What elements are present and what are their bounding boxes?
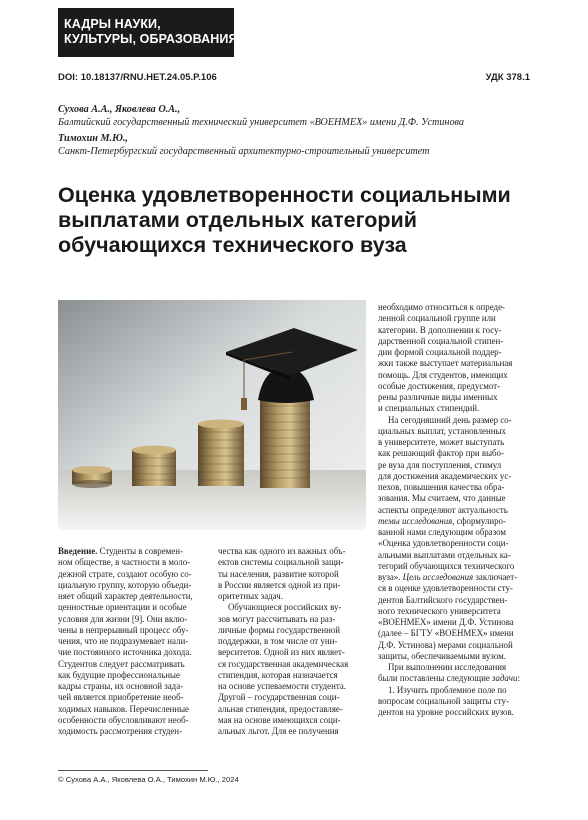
text-line: помощь. Для студентов, имеющих: [378, 369, 508, 380]
text-line: жки также выступает материальная: [378, 358, 513, 369]
text-line: для достижения академических ус-: [378, 470, 512, 481]
coin-stack-4: [260, 393, 310, 488]
coin-stack-2: [132, 446, 176, 487]
header-line-1: КАДРЫ НАУКИ,: [64, 17, 161, 31]
text-line: темы исследования, сформулиро-: [378, 515, 506, 526]
text-line: дии формой социальной поддер-: [378, 347, 502, 357]
udk-label: УДК 378.1: [485, 72, 530, 83]
text-line: аспекты определяют актуальность: [378, 504, 508, 515]
copyright-footer: © Сухова А.А., Яковлева О.А., Тимохин М.Ю., 2024: [58, 775, 239, 784]
intro-heading: Введение.: [58, 546, 98, 556]
affiliation-1: Балтийский государственный технический университет «ВОЕНМЕХ» имени Д.Ф. Устинова: [58, 116, 465, 128]
text-line: ся государственная академическая: [218, 658, 349, 669]
text-line: зования. Мы считаем, что данные: [378, 493, 506, 504]
text-line: Обучающиеся российских ву-: [228, 602, 342, 613]
text-line: 1. Изучить проблемное поле по: [388, 684, 507, 695]
text-line: «ВОЕНМЕХ» имени Д.Ф. Устинова: [378, 617, 514, 627]
text-line: верситетов. Одной из них являет-: [218, 647, 345, 658]
text-line: ленной социальной группе или: [378, 313, 496, 324]
text-line: вопросам социальной защиты сту-: [378, 695, 509, 706]
text-line: кадры страны, их основной зада-: [58, 681, 184, 691]
text-line: зов могут рассчитывать на раз-: [218, 613, 336, 624]
text-line: циальную группу, которую объеди-: [58, 579, 192, 590]
text-line: оритетных задач.: [218, 591, 283, 601]
text-line: ном обществе, в частности в моло-: [58, 557, 191, 568]
affiliation-2: Санкт-Петербургский государственный архитектурно-строительный университет: [58, 145, 430, 157]
title-line-1: Оценка удовлетворенности социальными: [58, 183, 511, 207]
text-line: на основе успеваемости студента.: [218, 681, 346, 691]
text-line: особые достижения, предусмот-: [378, 380, 501, 391]
author-names-2: Тимохин М.Ю.,: [58, 133, 128, 145]
title-line-3: обучающихся технического вуза: [58, 233, 407, 257]
coin-stack-1: [72, 466, 112, 488]
text-line: дентов Балтийского государствен-: [378, 594, 508, 605]
text-line: На сегодняшний день размер со-: [388, 414, 512, 425]
text-line: ты населения, развитие которой: [218, 568, 339, 579]
text-line: альными выплатами отдельных ка-: [378, 549, 511, 560]
article-title: [58, 183, 528, 258]
text-line: циальных выплат, установленных: [378, 425, 506, 436]
journal-section-header: [58, 8, 238, 57]
text-line: ре вуза для поступления, стимул: [378, 459, 502, 470]
doi-label[interactable]: DOI: 10.18137/RNU.HET.24.05.P.106: [58, 72, 217, 83]
text-line: альная стипендия, предоставляе-: [218, 703, 343, 714]
text-line: рены различные виды именных: [378, 392, 498, 402]
coins-graduation-cap-photo: [58, 300, 366, 530]
text-line: няет общий характер деятельности,: [58, 591, 193, 601]
text-line: были поставлены следующие задачи:: [378, 673, 520, 684]
text-line: особенности обусловливают необ-: [58, 714, 189, 725]
text-line: чие постоянного источника дохода.: [58, 647, 192, 658]
text-line: защиты, обеспечиваемыми вузом.: [378, 650, 506, 661]
text-line: дежной страте, создают особую со-: [58, 568, 192, 579]
text-line: и специальных стипендий.: [378, 403, 480, 414]
text-line: как будущие профессиональные: [58, 669, 180, 680]
text-line: чества как одного из важных объ-: [218, 546, 346, 556]
coin-stack-3: [198, 420, 244, 487]
text-line: чения, что не подразумевает нали-: [58, 636, 189, 646]
text-line: ходимость рассмотрения студен-: [58, 726, 182, 736]
header-line-2: КУЛЬТУРЫ, ОБРАЗОВАНИЯ: [64, 32, 238, 46]
text-line: ходимых навыков. Перечисленные: [58, 703, 189, 714]
text-line: личные формы государственной: [218, 624, 341, 635]
text-line: условия для жизни [9]. Они вклю-: [58, 613, 188, 624]
text-line: тегорий обучающихся технического: [378, 560, 515, 571]
text-line: Д.Ф. Устинова) мерами социальной: [378, 639, 513, 650]
text-line: ценностные ориентации и особые: [58, 602, 187, 613]
text-line: мая на основе имеющихся соци-: [218, 714, 341, 725]
text-line: дентов на уровне российских вузов.: [378, 707, 514, 717]
text-line: дарственной социальной стипен-: [378, 335, 504, 346]
text-line: вуза». Цель исследования заключает-: [378, 572, 518, 582]
text-line: как решающий фактор при выбо-: [378, 448, 504, 459]
text-line: стипендия, которая назначается: [218, 669, 338, 680]
text-line: в России является одной из при-: [218, 579, 341, 590]
text-line: (далее – БГТУ «ВОЕНМЕХ» имени: [378, 628, 514, 639]
text-line: При выполнении исследования: [388, 662, 507, 672]
text-line: ного технического университета: [378, 605, 501, 616]
text-line: альных льгот. Для ее получения: [218, 726, 339, 736]
text-line: ектов системы социальной защи-: [218, 557, 344, 568]
title-line-2: выплатами отдельных категорий: [58, 208, 417, 232]
authors-block: [58, 104, 538, 158]
footer-divider: [58, 770, 208, 771]
text-line: «Оценка удовлетворенности соци-: [378, 538, 509, 549]
column-2: [218, 546, 368, 737]
text-line: поддержки, в том числе от уни-: [218, 636, 338, 646]
text-line: в университете, может выступать: [378, 437, 505, 447]
text-line: категории. В дополнении к госу-: [378, 324, 502, 335]
column-3: [378, 302, 530, 718]
text-line: ся в оценке удовлетворенности сту-: [378, 583, 513, 594]
text-line: Другой – государственная соци-: [218, 692, 340, 703]
column-1: Введение. Студенты в современ- ном обществе, в частности в моло- дежной страте, создают особую со- циальную группу, которую объеди- няет общий характер деятельности, ценностные ориентации и особые условия для жизни [9]. Они вклю- чены в непрерывный процесс обу- чения, что не подразумевает нали- чие постоянного источника дохода. Студентов следует рассматривать как будущие профессиональные кадры страны, их основной зада- чей является приобретение необ- ходимых навыков. Перечисленные особенности обусловливают необ- ходимость рассмотрения студен-: [58, 546, 208, 737]
text-line: чены в непрерывный процесс обу-: [58, 624, 189, 635]
text-line: пехов, повышения качества обра-: [378, 482, 505, 492]
text-line: Студентов следует рассматривать: [58, 658, 185, 669]
author-names-1: Сухова А.А., Яковлева О.А.,: [58, 104, 181, 115]
text-line: ванной нами следующим образом: [378, 527, 507, 537]
text-line: чей является приобретение необ-: [58, 692, 184, 703]
text-line: необходимо относиться к опреде-: [378, 302, 505, 312]
